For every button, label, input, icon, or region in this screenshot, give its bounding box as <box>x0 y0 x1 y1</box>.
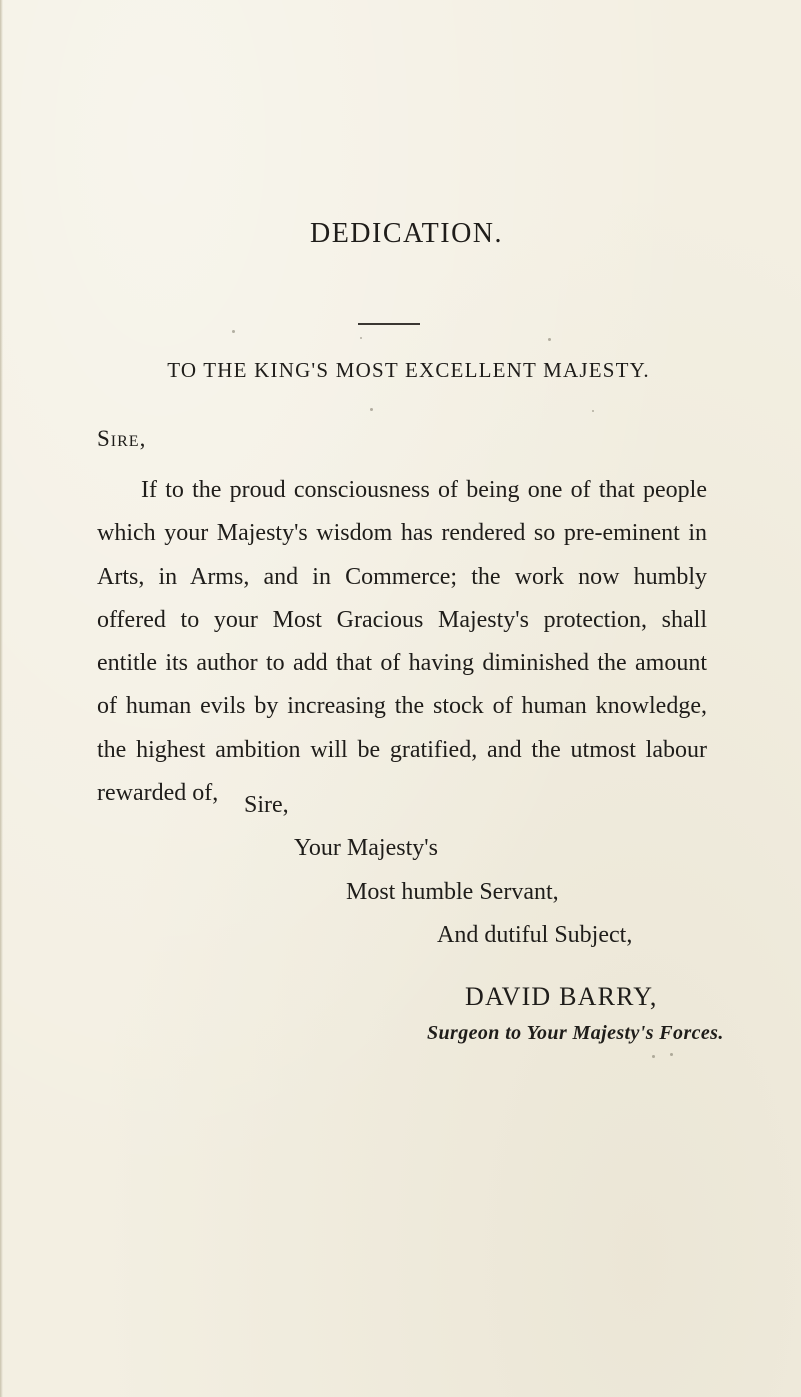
paper-speck <box>360 337 362 339</box>
paper-speck <box>670 1053 673 1056</box>
closing-servant: Most humble Servant, <box>346 879 559 905</box>
closing-subject: And dutiful Subject, <box>437 922 633 948</box>
title-divider <box>358 323 420 325</box>
paper-speck <box>592 410 594 412</box>
paper-speck <box>548 338 551 341</box>
dedication-body: If to the proud consciousness of being one of that people which your Majesty's wisdom has rendered so pre-eminent in Arts, in Arms, and in Commerce; the work now humbly offered to your Most Gracious Majesty's protection, shall entitle its author to add that of having diminished the amount of human evils by increasing the stock of human knowledge, the highest ambition will be gratified, and the utmost labour rewarded of, <box>97 477 707 807</box>
signer-name: DAVID BARRY, <box>465 982 658 1011</box>
paper-speck <box>232 330 235 333</box>
salutation: Sire, <box>97 426 147 451</box>
closing-sire: Sire, <box>244 792 289 818</box>
page-title: DEDICATION. <box>309 218 504 249</box>
address-line: TO THE KING'S MOST EXCELLENT MAJESTY. <box>167 358 650 382</box>
paper-speck <box>652 1055 655 1058</box>
closing-majesty: Your Majesty's <box>294 835 438 861</box>
signer-title: Surgeon to Your Majesty's Forces. <box>427 1022 724 1044</box>
page-edge-shadow <box>0 0 3 1397</box>
paper-speck <box>370 408 373 411</box>
